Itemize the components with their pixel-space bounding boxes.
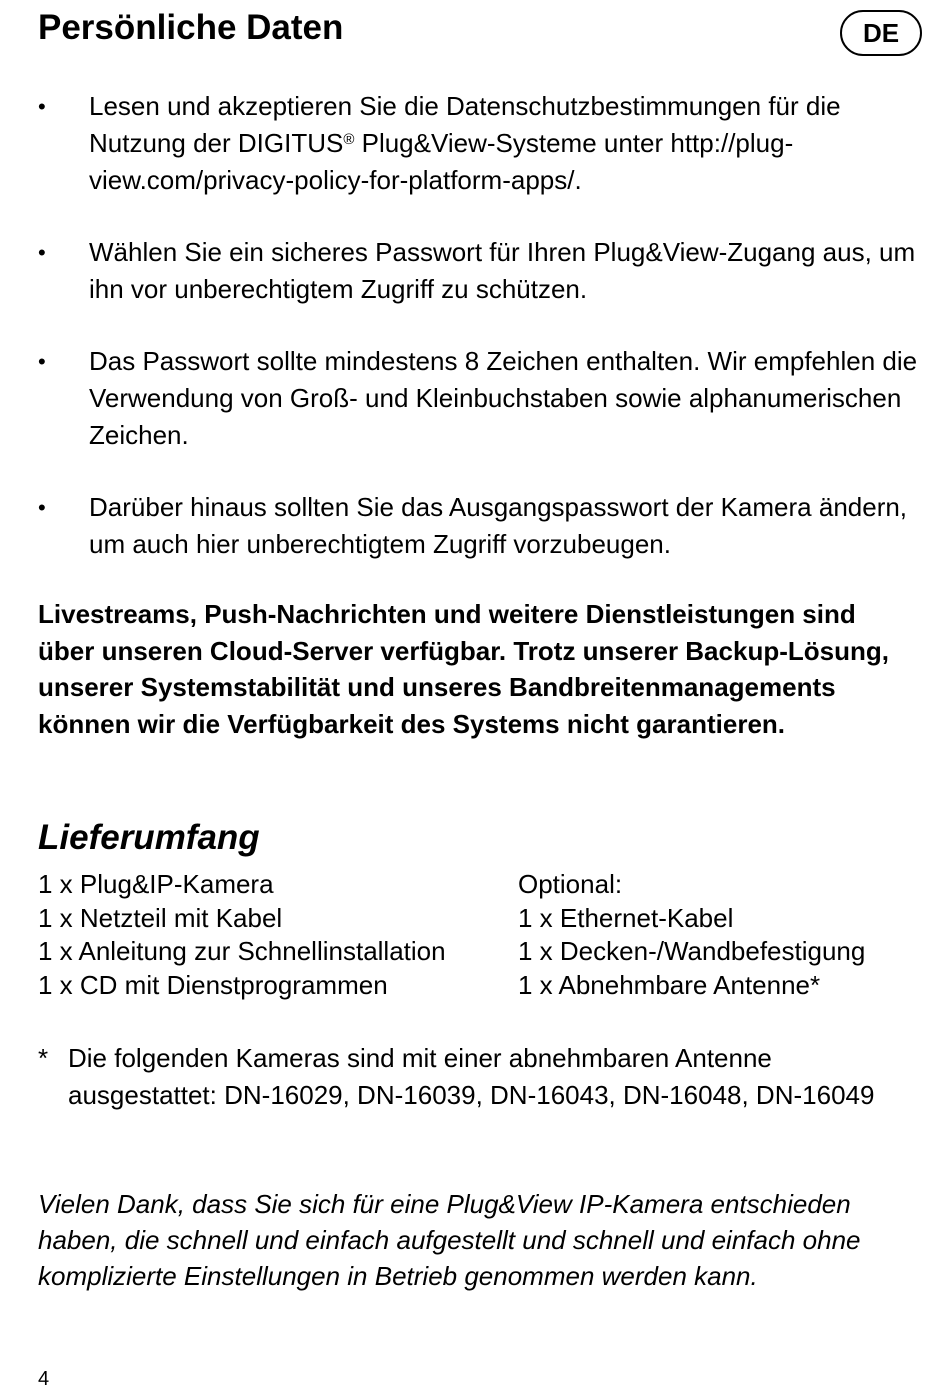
list-item: 1 x Netzteil mit Kabel (38, 902, 283, 933)
bullet-text: Darüber hinaus sollten Sie das Ausgangspasswort der Kamera ändern, um auch hier unberechtigtem Zugriff vorzubeugen. (89, 492, 908, 559)
list-item: 1 x Ethernet-Kabel (518, 902, 734, 933)
bullet-icon: • (38, 240, 46, 265)
section-title-scope: Lieferumfang (38, 818, 260, 857)
antenna-footnote (38, 1040, 918, 1113)
page-number: 4 (38, 1368, 50, 1390)
footnote-text: Die folgenden Kameras sind mit einer abnehmbaren Antenne ausgestattet: DN-16029, DN-16039, DN-16043, DN-16048, DN-16049 (68, 1043, 875, 1110)
list-item (38, 234, 918, 308)
list-item: 1 x CD mit Dienstprogrammen (38, 969, 388, 1000)
footnote-marker: * (38, 1043, 49, 1073)
list-item: 1 x Decken-/Wandbefestigung (518, 936, 866, 966)
bullet-icon: • (38, 94, 46, 119)
cloud-notice: Livestreams, Push-Nachrichten und weitere Dienstleistungen sind über unseren Cloud-Server verfügbar. Trotz unserer Backup-Lösung, unserer Systemstabilität und unseres Bandbreitenmanagements können wir die Verfügbarkeit des Systems nicht garantieren. (38, 599, 889, 739)
thanks-paragraph: Vielen Dank, dass Sie sich für eine Plug&View IP-Kamera entschieden haben, die schnell und einfach aufgestellt und schnell und einfach ohne komplizierte Einstellungen in Betrieb genommen werden kann. (38, 1189, 861, 1291)
bullet-icon: • (38, 495, 46, 520)
included-items (38, 868, 446, 1002)
privacy-bullet-list (38, 88, 918, 598)
page-title: Persönliche Daten (38, 8, 344, 47)
list-item: 1 x Anleitung zur Schnellinstallation (38, 936, 446, 966)
list-item (38, 489, 918, 563)
bullet-icon: • (38, 349, 46, 374)
registered-mark: ® (343, 131, 355, 148)
language-badge: DE (840, 10, 922, 56)
optional-items (518, 868, 865, 1002)
bullet-text: Plug&View-Systeme unter http://plug-view.com/privacy-policy-for-platform-apps/. (89, 128, 794, 195)
list-item: 1 x Plug&IP-Kamera (38, 869, 274, 899)
bullet-text: Wählen Sie ein sicheres Passwort für Ihren Plug&View-Zugang aus, um ihn vor unberechtigtem Zugriff zu schützen. (89, 237, 916, 304)
list-item: Optional: (518, 869, 623, 899)
bullet-text: Das Passwort sollte mindestens 8 Zeichen enthalten. Wir empfehlen die Verwendung von Groß- und Kleinbuchstaben sowie alphanumerischen Zeichen. (89, 346, 918, 450)
list-item: 1 x Abnehmbare Antenne* (518, 969, 821, 1000)
list-item (38, 343, 918, 454)
list-item (38, 88, 918, 199)
bullet-text: Lesen und akzeptieren Sie die Datenschutzbestimmungen für die Nutzung der DIGITUS (89, 91, 841, 158)
